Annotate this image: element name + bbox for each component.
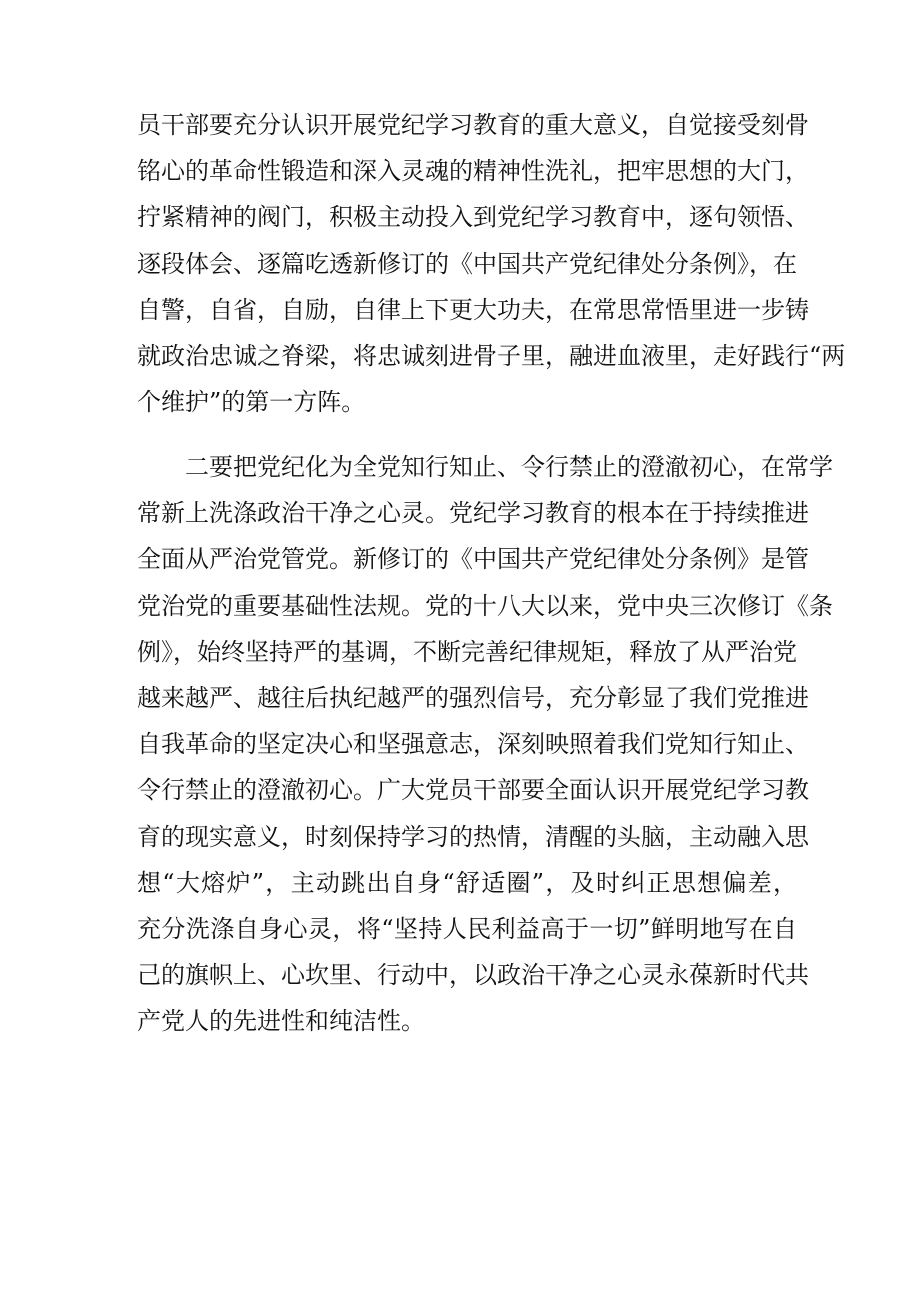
text-line: 想“大熔炉”，主动跳出自身“舒适圈”，及时纠正思想偏差，	[137, 868, 797, 897]
paragraph-2	[137, 444, 833, 1044]
text-line: 铭心的革命性锻造和深入灵魂的精神性洗礼，把牢思想的大门，	[137, 157, 809, 186]
text-line: 常新上洗涤政治干净之心灵。党纪学习教育的根本在于持续推进	[137, 499, 809, 528]
text-line: 二要把党纪化为全党知行知止、令行禁止的澄澈初心，在常学	[185, 453, 833, 481]
text-line: 产党人的先进性和纯洁性。	[137, 1007, 425, 1036]
text-line: 己的旗帜上、心坎里、行动中，以政治干净之心灵永葆新时代共	[137, 961, 809, 990]
text-line: 自我革命的坚定决心和坚强意志，深刻映照着我们党知行知止、	[137, 730, 809, 759]
text-line: 逐段体会、逐篇吃透新修订的《中国共产党纪律处分条例》，在	[137, 249, 797, 278]
text-line: 自警，自省，自励，自律上下更大功夫，在常思常悟里进一步铸	[137, 295, 809, 324]
text-line: 育的现实意义，时刻保持学习的热情，清醒的头脑，主动融入思	[137, 822, 809, 851]
paragraph-1	[137, 102, 846, 425]
text-line: 充分洗涤自身心灵，将“坚持人民利益高于一切”鲜明地写在自	[137, 914, 797, 943]
text-line: 全面从严治党管党。新修订的《中国共产党纪律处分条例》是管	[137, 545, 809, 574]
text-line: 员干部要充分认识开展党纪学习教育的重大意义，自觉接受刻骨	[137, 111, 809, 139]
text-line: 个维护”的第一方阵。	[137, 388, 366, 417]
text-line: 拧紧精神的阀门，积极主动投入到党纪学习教育中，逐句领悟、	[137, 203, 809, 232]
text-line: 越来越严、越往后执纪越严的强烈信号，充分彰显了我们党推进	[137, 683, 809, 712]
text-line: 党治党的重要基础性法规。党的十八大以来，党中央三次修订《条	[137, 591, 833, 620]
text-line: 令行禁止的澄澈初心。广大党员干部要全面认识开展党纪学习教	[137, 776, 809, 805]
text-line: 就政治忠诚之脊梁，将忠诚刻进骨子里，融进血液里，走好践行“两	[137, 341, 846, 370]
text-line: 例》，始终坚持严的基调，不断完善纪律规矩，释放了从严治党	[137, 637, 797, 666]
